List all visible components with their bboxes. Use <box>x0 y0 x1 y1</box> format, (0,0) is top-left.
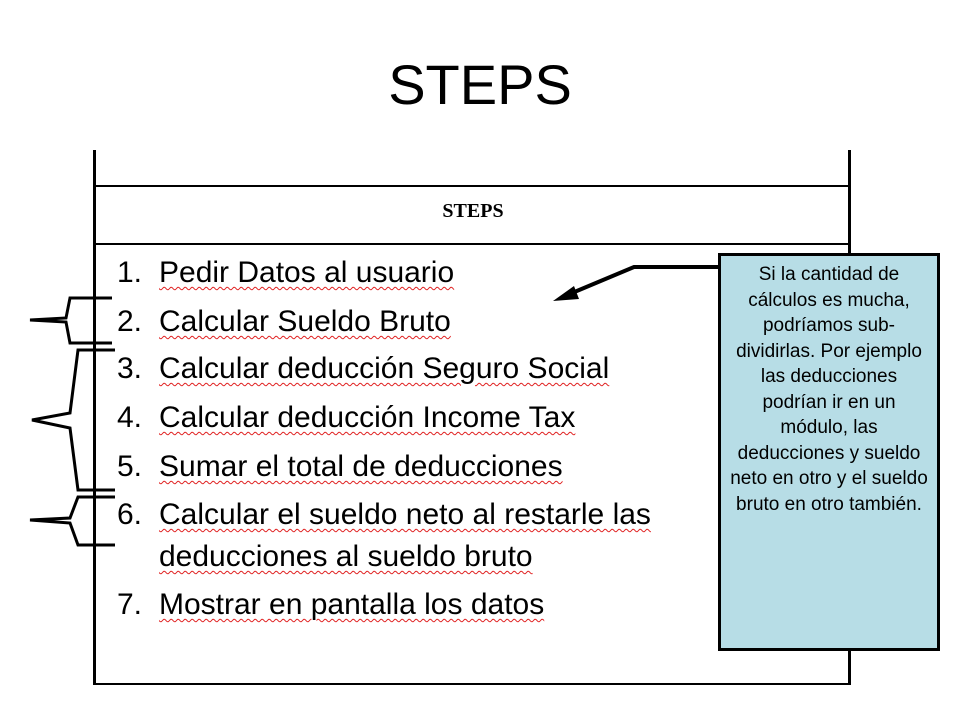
left-brace-icon <box>30 497 115 545</box>
arrow-icon <box>553 267 718 301</box>
step-number: 1. <box>117 256 143 289</box>
step-number: 7. <box>117 588 143 621</box>
callout-note: Si la cantidad de cálculos es mucha, podríamos sub-dividirlas. Por ejemplo las deducciones podrían ir en un módulo, las deducciones y sueldo neto en otro y el sueldo bruto en otro también. <box>718 253 940 651</box>
step-number: 4. <box>117 401 143 434</box>
step-text: Calcular deducción Seguro Social <box>159 352 610 385</box>
table-header: STEPS <box>442 200 504 222</box>
step-text: Calcular el sueldo neto al restarle las <box>159 498 651 531</box>
slide-title: STEPS <box>388 53 572 116</box>
left-brace-icon <box>32 350 115 490</box>
step-number: 5. <box>117 450 143 483</box>
step-text: Mostrar en pantalla los datos <box>159 588 545 621</box>
step-text: Pedir Datos al usuario <box>159 256 455 289</box>
left-brace-icon <box>30 298 112 343</box>
step-text: Calcular Sueldo Bruto <box>159 305 451 338</box>
step-text: Calcular deducción Income Tax <box>159 401 576 434</box>
step-text: Sumar el total de deducciones <box>159 450 563 483</box>
step-text: deducciones al sueldo bruto <box>159 540 533 573</box>
step-number: 3. <box>117 352 143 385</box>
step-number: 2. <box>117 305 143 338</box>
step-number: 6. <box>117 498 143 531</box>
